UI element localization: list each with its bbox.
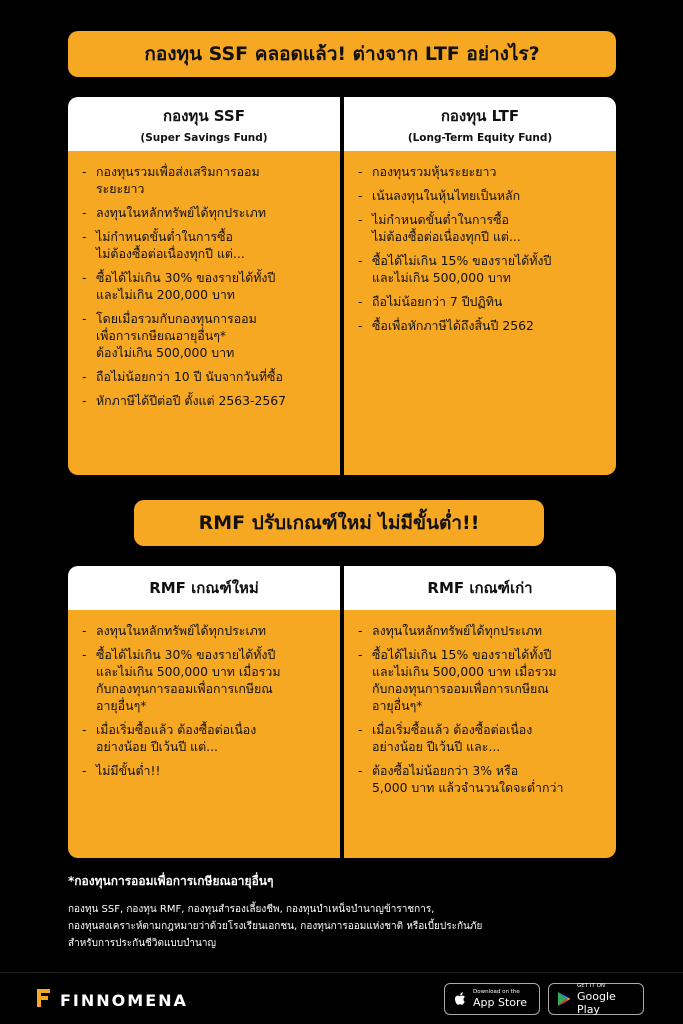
list-item bbox=[358, 252, 602, 286]
google-play-small: GET IT ON bbox=[577, 982, 606, 989]
list-item bbox=[82, 646, 326, 714]
list-item-text: ไม่กำหนดขั้นต่ำในการซื้อ ไม่ต้องซื้อต่อเนื่องทุกปี แต่... bbox=[372, 212, 521, 244]
list-item bbox=[358, 317, 602, 334]
ltf-header bbox=[344, 97, 616, 151]
bullet-dash: - bbox=[358, 722, 363, 737]
list-item-text: โดยเมื่อรวมกับกองทุนการออม เพื่อการเกษียณอายุอื่นๆ* ต้องไม่เกิน 500,000 บาท bbox=[96, 311, 257, 360]
list-item bbox=[358, 721, 602, 755]
bullet-dash: - bbox=[358, 188, 363, 203]
bullet-dash: - bbox=[358, 623, 363, 638]
app-store-label: App Store bbox=[473, 996, 528, 1009]
bullet-dash: - bbox=[82, 763, 87, 778]
app-store-button[interactable] bbox=[444, 983, 540, 1015]
list-item-text: เมื่อเริ่มซื้อแล้ว ต้องซื้อต่อเนื่อง อย่างน้อย ปีเว้นปี แต่... bbox=[96, 722, 257, 754]
list-item bbox=[82, 204, 326, 221]
ltf-title: กองทุน LTF bbox=[440, 107, 520, 125]
title-banner bbox=[68, 31, 616, 77]
logo-text: FINNOMENA bbox=[60, 990, 188, 1010]
bullet-dash: - bbox=[82, 229, 87, 244]
bullet-dash: - bbox=[358, 647, 363, 662]
list-item-text: ลงทุนในหลักทรัพย์ได้ทุกประเภท bbox=[372, 623, 543, 638]
bullet-dash: - bbox=[358, 253, 363, 268]
rmf-banner-text: RMF ปรับเกณฑ์ใหม่ ไม่มีขั้นต่ำ!! bbox=[198, 512, 480, 534]
list-item bbox=[358, 163, 602, 180]
list-item bbox=[358, 762, 602, 796]
list-item-text: เมื่อเริ่มซื้อแล้ว ต้องซื้อต่อเนื่อง อย่างน้อย ปีเว้นปี และ... bbox=[372, 722, 533, 754]
list-item-text: ถือไม่น้อยกว่า 10 ปี นับจากวันที่ซื้อ bbox=[96, 369, 283, 384]
rmf-old-list bbox=[344, 610, 616, 858]
list-item-text: ไม่กำหนดขั้นต่ำในการซื้อ ไม่ต้องซื้อต่อเนื่องทุกปี แต่... bbox=[96, 229, 245, 261]
footnote bbox=[68, 872, 628, 952]
bullet-dash: - bbox=[82, 647, 87, 662]
title-banner-text: กองทุน SSF คลอดแล้ว! ต่างจาก LTF อย่างไร? bbox=[144, 43, 540, 65]
bullet-dash: - bbox=[82, 270, 87, 285]
list-item-text: ต้องซื้อไม่น้อยกว่า 3% หรือ 5,000 บาท แล้วจำนวนใดจะต่ำกว่า bbox=[372, 763, 564, 795]
list-item bbox=[82, 163, 326, 197]
footnote-body: กองทุน SSF, กองทุน RMF, กองทุนสำรองเลี้ยงชีพ, กองทุนบำเหน็จบำนาญข้าราชการ, กองทุนสงเคราะห์ตามกฎหมายว่าด้วยโรงเรียนเอกชน, กองทุนการออมแห่งชาติ หรือเบี้ยประกันภัย สำหรับการประกันชีวิตแบบบำนาญ bbox=[68, 904, 483, 949]
list-item-text: เน้นลงทุนในหุ้นไทยเป็นหลัก bbox=[372, 188, 521, 203]
ssf-list bbox=[68, 151, 340, 475]
ssf-column bbox=[68, 97, 340, 475]
bullet-dash: - bbox=[358, 294, 363, 309]
footer bbox=[0, 972, 683, 1024]
list-item-text: กองทุนรวมหุ้นระยะยาว bbox=[372, 164, 497, 179]
ssf-ltf-comparison-table bbox=[68, 97, 616, 475]
ltf-list bbox=[344, 151, 616, 475]
rmf-comparison-table bbox=[68, 566, 616, 858]
bullet-dash: - bbox=[82, 205, 87, 220]
bullet-dash: - bbox=[82, 623, 87, 638]
list-item-text: ซื้อได้ไม่เกิน 30% ของรายได้ทั้งปี และไม่เกิน 500,000 บาท เมื่อรวม กับกองทุนการออมเพื่อการเกษียณ อายุอื่นๆ* bbox=[96, 647, 281, 713]
bullet-dash: - bbox=[358, 318, 363, 333]
list-item-text: ไม่มีขั้นต่ำ!! bbox=[96, 763, 161, 778]
list-item-text: ลงทุนในหลักทรัพย์ได้ทุกประเภท bbox=[96, 205, 267, 220]
bullet-dash: - bbox=[82, 164, 87, 179]
rmf-new-header bbox=[68, 566, 340, 610]
bullet-dash: - bbox=[358, 164, 363, 179]
list-item bbox=[82, 368, 326, 385]
rmf-new-column bbox=[68, 566, 340, 858]
bullet-dash: - bbox=[82, 722, 87, 737]
list-item bbox=[82, 721, 326, 755]
list-item bbox=[82, 392, 326, 409]
finnomena-logo[interactable] bbox=[34, 987, 188, 1013]
list-item bbox=[82, 228, 326, 262]
ssf-header bbox=[68, 97, 340, 151]
list-item bbox=[358, 187, 602, 204]
bullet-dash: - bbox=[358, 212, 363, 227]
rmf-new-title: RMF เกณฑ์ใหม่ bbox=[149, 579, 259, 597]
list-item bbox=[82, 762, 326, 779]
app-store-small: Download on the bbox=[473, 989, 520, 995]
bullet-dash: - bbox=[82, 311, 87, 326]
ltf-column bbox=[344, 97, 616, 475]
list-item-text: ซื้อได้ไม่เกิน 15% ของรายได้ทั้งปี และไม่เกิน 500,000 บาท เมื่อรวม กับกองทุนการออมเพื่อการเกษียณ อายุอื่นๆ* bbox=[372, 647, 557, 713]
google-play-button[interactable] bbox=[548, 983, 644, 1015]
finnomena-f-icon bbox=[34, 987, 60, 1013]
ssf-subtitle: (Super Savings Fund) bbox=[140, 132, 268, 144]
ltf-subtitle: (Long-Term Equity Fund) bbox=[407, 132, 553, 144]
rmf-old-title: RMF เกณฑ์เก่า bbox=[427, 579, 533, 597]
list-item-text: ซื้อได้ไม่เกิน 15% ของรายได้ทั้งปี และไม่เกิน 500,000 บาท bbox=[372, 253, 552, 285]
list-item bbox=[358, 211, 602, 245]
list-item-text: หักภาษีได้ปีต่อปี ตั้งแต่ 2563-2567 bbox=[96, 393, 287, 408]
bullet-dash: - bbox=[82, 369, 87, 384]
list-item-text: ซื้อเพื่อหักภาษีได้ถึงสิ้นปี 2562 bbox=[372, 318, 534, 333]
list-item-text: ถือไม่น้อยกว่า 7 ปีปฏิทิน bbox=[372, 294, 503, 309]
rmf-banner bbox=[134, 500, 544, 546]
list-item bbox=[82, 269, 326, 303]
play-icon bbox=[557, 991, 571, 1007]
apple-icon bbox=[453, 991, 467, 1007]
rmf-old-header bbox=[344, 566, 616, 610]
bullet-dash: - bbox=[358, 763, 363, 778]
rmf-old-column bbox=[344, 566, 616, 858]
list-item-text: ลงทุนในหลักทรัพย์ได้ทุกประเภท bbox=[96, 623, 267, 638]
list-item bbox=[358, 293, 602, 310]
bullet-dash: - bbox=[82, 393, 87, 408]
list-item-text: ซื้อได้ไม่เกิน 30% ของรายได้ทั้งปี และไม่เกิน 200,000 บาท bbox=[96, 270, 276, 302]
google-play-label: Google Play bbox=[577, 989, 616, 1016]
list-item bbox=[358, 622, 602, 639]
list-item bbox=[82, 622, 326, 639]
footnote-title: *กองทุนการออมเพื่อการเกษียณอายุอื่นๆ bbox=[68, 874, 274, 888]
rmf-new-list bbox=[68, 610, 340, 858]
list-item bbox=[82, 310, 326, 361]
ssf-title: กองทุน SSF bbox=[163, 107, 245, 125]
list-item bbox=[358, 646, 602, 714]
list-item-text: กองทุนรวมเพื่อส่งเสริมการออม ระยะยาว bbox=[96, 164, 260, 196]
